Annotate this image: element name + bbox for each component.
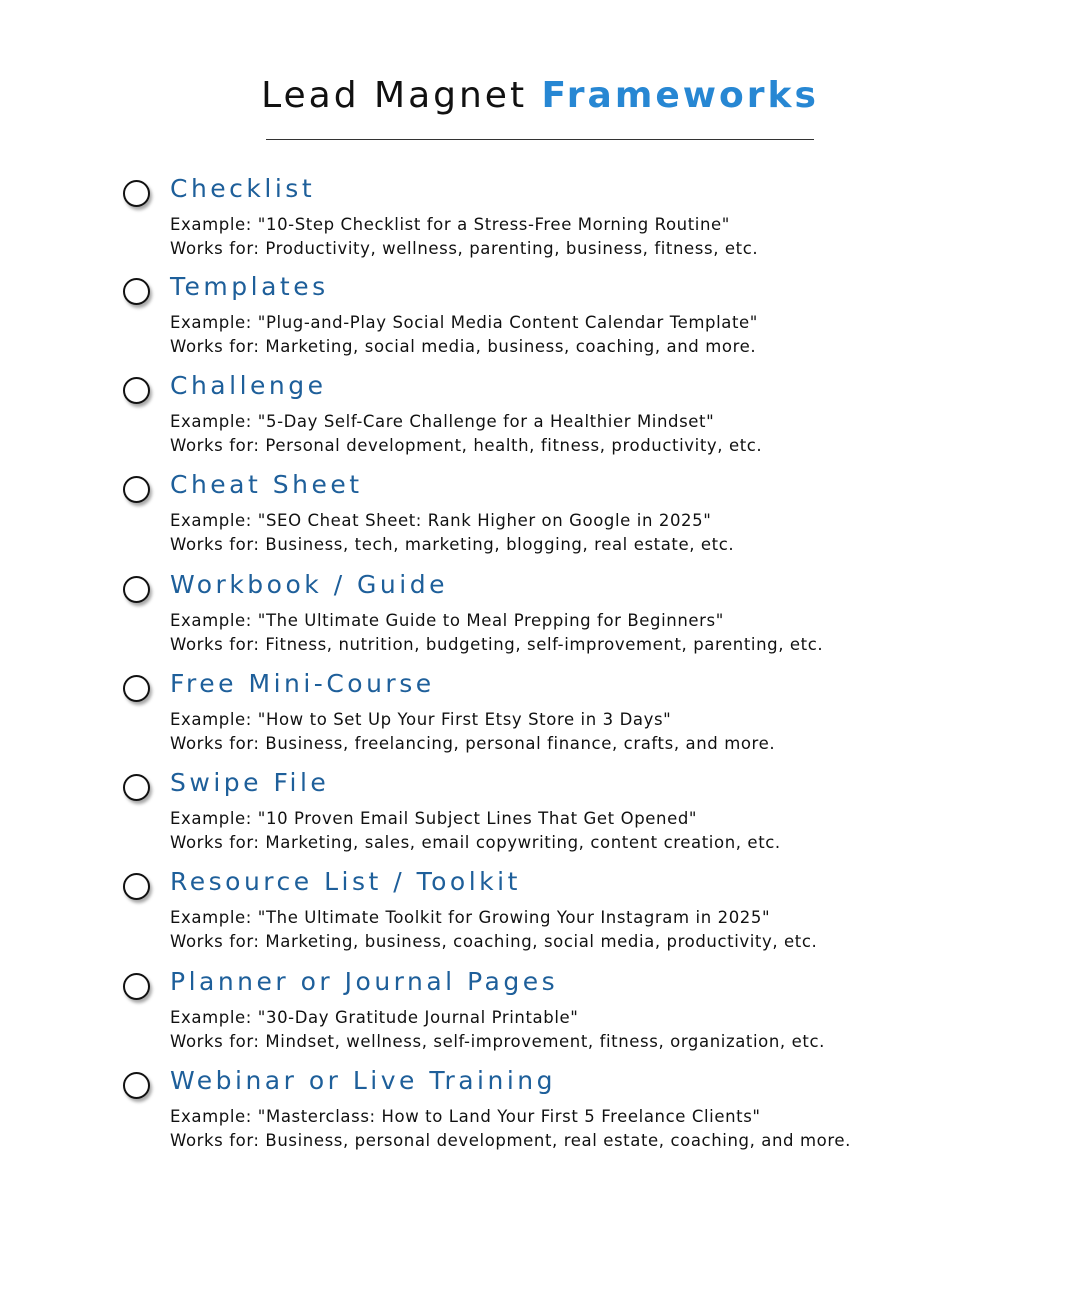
framework-works-for: Works for: Marketing, social media, business, coaching, and more. bbox=[170, 337, 757, 356]
framework-example: Example: "How to Set Up Your First Etsy Store in 3 Days" bbox=[170, 710, 672, 729]
framework-example: Example: "10 Proven Email Subject Lines That Get Opened" bbox=[170, 809, 698, 828]
checkbox-circle-icon[interactable] bbox=[123, 278, 150, 305]
framework-example: Example: "SEO Cheat Sheet: Rank Higher on Google in 2025" bbox=[170, 511, 712, 530]
title-divider bbox=[266, 139, 814, 140]
checkbox-circle-icon[interactable] bbox=[123, 873, 150, 900]
checkbox-circle-icon[interactable] bbox=[123, 180, 150, 207]
framework-works-for: Works for: Productivity, wellness, parenting, business, fitness, etc. bbox=[170, 239, 759, 258]
framework-heading: Checklist bbox=[170, 174, 316, 203]
framework-heading: Planner or Journal Pages bbox=[170, 967, 559, 996]
checkbox-circle-icon[interactable] bbox=[123, 1072, 150, 1099]
framework-works-for: Works for: Marketing, business, coaching, social media, productivity, etc. bbox=[170, 932, 818, 951]
framework-heading: Challenge bbox=[170, 371, 327, 400]
framework-works-for: Works for: Personal development, health, fitness, productivity, etc. bbox=[170, 436, 763, 455]
framework-works-for: Works for: Business, freelancing, personal finance, crafts, and more. bbox=[170, 734, 776, 753]
checkbox-circle-icon[interactable] bbox=[123, 675, 150, 702]
framework-item-checklist bbox=[0, 174, 1080, 270]
framework-example: Example: "10-Step Checklist for a Stress-Free Morning Routine" bbox=[170, 215, 730, 234]
framework-example: Example: "5-Day Self-Care Challenge for a Healthier Mindset" bbox=[170, 412, 715, 431]
framework-works-for: Works for: Business, tech, marketing, blogging, real estate, etc. bbox=[170, 535, 735, 554]
framework-works-for: Works for: Mindset, wellness, self-improvement, fitness, organization, etc. bbox=[170, 1032, 825, 1051]
page-title-accent: Frameworks bbox=[541, 75, 819, 116]
checkbox-circle-icon[interactable] bbox=[123, 774, 150, 801]
framework-heading: Workbook / Guide bbox=[170, 570, 448, 599]
framework-heading: Templates bbox=[170, 272, 329, 301]
checkbox-circle-icon[interactable] bbox=[123, 973, 150, 1000]
framework-example: Example: "The Ultimate Guide to Meal Prepping for Beginners" bbox=[170, 611, 724, 630]
framework-example: Example: "Plug-and-Play Social Media Content Calendar Template" bbox=[170, 313, 758, 332]
framework-example: Example: "30-Day Gratitude Journal Printable" bbox=[170, 1008, 579, 1027]
framework-item-cheat-sheet bbox=[0, 470, 1080, 566]
framework-heading: Webinar or Live Training bbox=[170, 1066, 557, 1095]
framework-example: Example: "The Ultimate Toolkit for Growing Your Instagram in 2025" bbox=[170, 908, 771, 927]
framework-heading: Cheat Sheet bbox=[170, 470, 363, 499]
framework-item-swipe-file bbox=[0, 768, 1080, 864]
checkbox-circle-icon[interactable] bbox=[123, 576, 150, 603]
framework-works-for: Works for: Business, personal development, real estate, coaching, and more. bbox=[170, 1131, 851, 1150]
framework-heading: Resource List / Toolkit bbox=[170, 867, 521, 896]
framework-heading: Free Mini-Course bbox=[170, 669, 435, 698]
framework-example: Example: "Masterclass: How to Land Your First 5 Freelance Clients" bbox=[170, 1107, 761, 1126]
framework-item-free-mini-course bbox=[0, 669, 1080, 765]
framework-works-for: Works for: Marketing, sales, email copywriting, content creation, etc. bbox=[170, 833, 781, 852]
checkbox-circle-icon[interactable] bbox=[123, 377, 150, 404]
page-title-lead: Lead Magnet bbox=[261, 75, 542, 116]
framework-item-webinar-live-training bbox=[0, 1066, 1080, 1162]
framework-item-resource-list-toolkit bbox=[0, 867, 1080, 963]
framework-item-challenge bbox=[0, 371, 1080, 467]
framework-item-workbook-guide bbox=[0, 570, 1080, 666]
page-title bbox=[0, 72, 1080, 120]
framework-works-for: Works for: Fitness, nutrition, budgeting, self-improvement, parenting, etc. bbox=[170, 635, 824, 654]
framework-item-templates bbox=[0, 272, 1080, 368]
framework-item-planner-journal bbox=[0, 967, 1080, 1063]
checkbox-circle-icon[interactable] bbox=[123, 476, 150, 503]
framework-heading: Swipe File bbox=[170, 768, 330, 797]
